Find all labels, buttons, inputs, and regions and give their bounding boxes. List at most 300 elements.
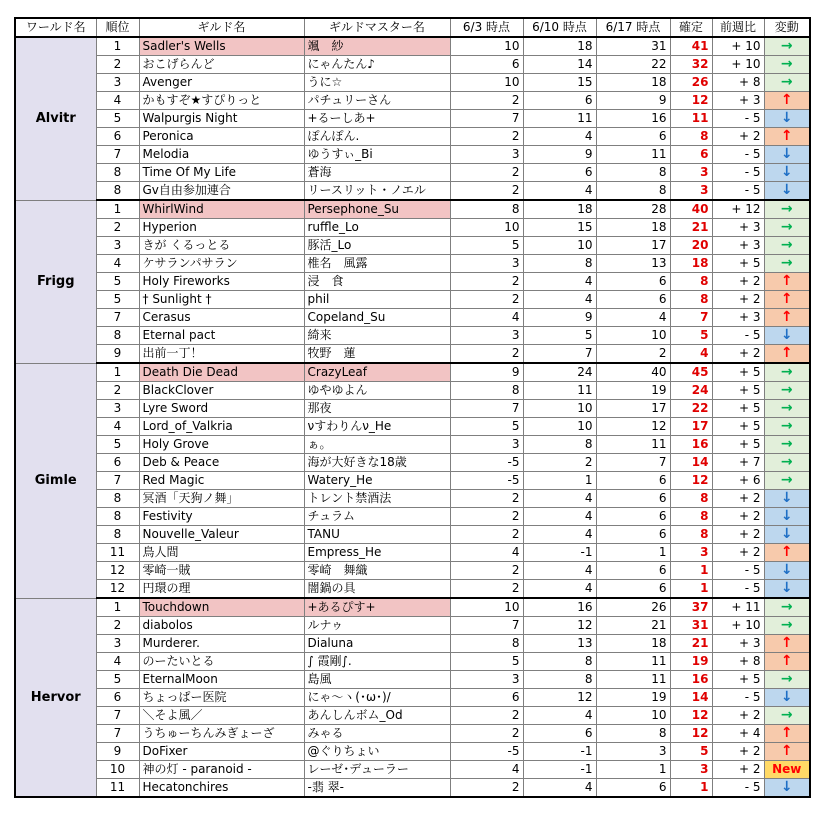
- points-0617-cell: 6: [596, 526, 670, 544]
- points-0617-cell: 9: [596, 92, 670, 110]
- table-row: [15, 526, 810, 544]
- points-0617-cell: 6: [596, 128, 670, 146]
- guild-master-cell: -翡 翠-: [304, 779, 450, 798]
- points-0617-cell: 10: [596, 327, 670, 345]
- week-diff-cell: + 8: [712, 74, 764, 92]
- points-0617-cell: 11: [596, 146, 670, 164]
- points-0603-cell: -5: [450, 472, 523, 490]
- rank-cell: 1: [96, 363, 139, 382]
- guild-name-cell: Touchdown: [139, 598, 304, 617]
- arrow-right-icon: →: [764, 707, 810, 725]
- final-points-cell: 1: [670, 562, 712, 580]
- arrow-right-icon: →: [764, 237, 810, 255]
- arrow-right-icon: →: [764, 598, 810, 617]
- points-0610-cell: 4: [523, 182, 596, 201]
- final-points-cell: 20: [670, 237, 712, 255]
- week-diff-cell: + 7: [712, 454, 764, 472]
- table-row: [15, 255, 810, 273]
- points-0603-cell: 8: [450, 382, 523, 400]
- week-diff-cell: + 2: [712, 490, 764, 508]
- rank-cell: 9: [96, 743, 139, 761]
- rank-cell: 4: [96, 653, 139, 671]
- guild-name-cell: Time Of My Life: [139, 164, 304, 182]
- points-0610-cell: -1: [523, 743, 596, 761]
- week-diff-cell: + 5: [712, 363, 764, 382]
- points-0603-cell: 5: [450, 237, 523, 255]
- rank-cell: 2: [96, 382, 139, 400]
- arrow-right-icon: →: [764, 472, 810, 490]
- points-0617-cell: 6: [596, 580, 670, 599]
- points-0617-cell: 3: [596, 743, 670, 761]
- rank-cell: 7: [96, 472, 139, 490]
- guild-master-cell: トレント禁酒法: [304, 490, 450, 508]
- final-points-cell: 5: [670, 743, 712, 761]
- table-row: [15, 779, 810, 798]
- points-0617-cell: 40: [596, 363, 670, 382]
- week-diff-cell: + 3: [712, 219, 764, 237]
- week-diff-cell: + 8: [712, 653, 764, 671]
- points-0603-cell: 2: [450, 164, 523, 182]
- final-points-cell: 12: [670, 472, 712, 490]
- arrow-right-icon: →: [764, 74, 810, 92]
- guild-master-cell: @ぐりちょい: [304, 743, 450, 761]
- guild-name-cell: 鳥人間: [139, 544, 304, 562]
- guild-name-cell: diabolos: [139, 617, 304, 635]
- guild-name-cell: WhirlWind: [139, 200, 304, 219]
- header-row: [15, 18, 810, 37]
- guild-master-cell: +るーしあ+: [304, 110, 450, 128]
- arrow-right-icon: →: [764, 382, 810, 400]
- week-diff-cell: + 10: [712, 37, 764, 56]
- header-week-diff: 前週比: [712, 18, 764, 37]
- points-0617-cell: 7: [596, 454, 670, 472]
- arrow-right-icon: →: [764, 436, 810, 454]
- points-0603-cell: 8: [450, 635, 523, 653]
- arrow-right-icon: →: [764, 454, 810, 472]
- rank-cell: 7: [96, 707, 139, 725]
- guild-master-cell: うに☆: [304, 74, 450, 92]
- rank-cell: 2: [96, 56, 139, 74]
- points-0610-cell: 4: [523, 128, 596, 146]
- points-0610-cell: 9: [523, 309, 596, 327]
- rank-cell: 5: [96, 671, 139, 689]
- points-0610-cell: 4: [523, 526, 596, 544]
- world-name: Alvitr: [15, 37, 96, 200]
- points-0610-cell: -1: [523, 761, 596, 779]
- arrow-up-icon: ↑: [764, 309, 810, 327]
- guild-master-cell: Dialuna: [304, 635, 450, 653]
- points-0610-cell: 4: [523, 291, 596, 309]
- guild-master-cell: みゃる: [304, 725, 450, 743]
- week-diff-cell: + 3: [712, 309, 764, 327]
- week-diff-cell: + 11: [712, 598, 764, 617]
- final-points-cell: 41: [670, 37, 712, 56]
- rank-cell: 11: [96, 779, 139, 798]
- rank-cell: 6: [96, 689, 139, 707]
- week-diff-cell: + 5: [712, 436, 764, 454]
- points-0617-cell: 22: [596, 56, 670, 74]
- points-0610-cell: 6: [523, 164, 596, 182]
- rank-cell: 8: [96, 526, 139, 544]
- week-diff-cell: + 5: [712, 255, 764, 273]
- guild-master-cell: 海が大好きな18歳: [304, 454, 450, 472]
- table-row: [15, 363, 810, 382]
- final-points-cell: 37: [670, 598, 712, 617]
- table-row: [15, 146, 810, 164]
- table-row: [15, 309, 810, 327]
- final-points-cell: 19: [670, 653, 712, 671]
- points-0603-cell: 10: [450, 598, 523, 617]
- rank-cell: 5: [96, 110, 139, 128]
- table-row: [15, 128, 810, 146]
- points-0617-cell: 19: [596, 689, 670, 707]
- final-points-cell: 22: [670, 400, 712, 418]
- points-0603-cell: 2: [450, 291, 523, 309]
- points-0610-cell: 11: [523, 110, 596, 128]
- guild-name-cell: うちゅーちんみぎょーざ: [139, 725, 304, 743]
- points-0610-cell: 18: [523, 200, 596, 219]
- guild-name-cell: DoFixer: [139, 743, 304, 761]
- guild-name-cell: Holy Grove: [139, 436, 304, 454]
- guild-name-cell: かもすぞ★すぴりっと: [139, 92, 304, 110]
- week-diff-cell: + 2: [712, 544, 764, 562]
- arrow-down-icon: ↓: [764, 182, 810, 201]
- final-points-cell: 8: [670, 508, 712, 526]
- points-0617-cell: 11: [596, 653, 670, 671]
- table-row: [15, 92, 810, 110]
- final-points-cell: 40: [670, 200, 712, 219]
- header-world: ワールド名: [15, 18, 96, 37]
- points-0610-cell: 1: [523, 472, 596, 490]
- table-row: [15, 237, 810, 255]
- guild-master-cell: レーゼ･デューラー: [304, 761, 450, 779]
- arrow-down-icon: ↓: [764, 508, 810, 526]
- points-0610-cell: 4: [523, 779, 596, 798]
- arrow-right-icon: →: [764, 200, 810, 219]
- guild-master-cell: 豚活_Lo: [304, 237, 450, 255]
- guild-name-cell: Avenger: [139, 74, 304, 92]
- week-diff-cell: + 12: [712, 200, 764, 219]
- header-final: 確定: [670, 18, 712, 37]
- guild-master-cell: 颯 紗: [304, 37, 450, 56]
- rank-cell: 9: [96, 345, 139, 364]
- points-0617-cell: 6: [596, 490, 670, 508]
- points-0617-cell: 2: [596, 345, 670, 364]
- points-0603-cell: 5: [450, 653, 523, 671]
- arrow-up-icon: ↑: [764, 725, 810, 743]
- week-diff-cell: + 2: [712, 761, 764, 779]
- points-0617-cell: 8: [596, 182, 670, 201]
- points-0603-cell: 10: [450, 74, 523, 92]
- guild-name-cell: 出前一丁！: [139, 345, 304, 364]
- points-0603-cell: 3: [450, 436, 523, 454]
- guild-master-cell: リースリット・ノエル: [304, 182, 450, 201]
- table-row: [15, 291, 810, 309]
- points-0610-cell: 4: [523, 508, 596, 526]
- points-0610-cell: 9: [523, 146, 596, 164]
- table-row: [15, 382, 810, 400]
- guild-master-cell: 綺来: [304, 327, 450, 345]
- final-points-cell: 12: [670, 725, 712, 743]
- points-0603-cell: 3: [450, 255, 523, 273]
- week-diff-cell: + 2: [712, 273, 764, 291]
- points-0603-cell: 2: [450, 707, 523, 725]
- points-0603-cell: 5: [450, 418, 523, 436]
- header-date-2: 6/10 時点: [523, 18, 596, 37]
- guild-master-cell: Watery_He: [304, 472, 450, 490]
- table-row: [15, 580, 810, 599]
- guild-master-cell: ゆやゆよん: [304, 382, 450, 400]
- final-points-cell: 18: [670, 255, 712, 273]
- rank-cell: 12: [96, 580, 139, 599]
- points-0617-cell: 6: [596, 291, 670, 309]
- points-0610-cell: 10: [523, 400, 596, 418]
- arrow-up-icon: ↑: [764, 635, 810, 653]
- rank-cell: 4: [96, 92, 139, 110]
- points-0603-cell: 2: [450, 508, 523, 526]
- arrow-right-icon: →: [764, 37, 810, 56]
- header-master: ギルドマスター名: [304, 18, 450, 37]
- guild-master-cell: 蒼海: [304, 164, 450, 182]
- week-diff-cell: + 10: [712, 617, 764, 635]
- table-row: [15, 490, 810, 508]
- points-0617-cell: 1: [596, 761, 670, 779]
- table-row: [15, 598, 810, 617]
- final-points-cell: 14: [670, 689, 712, 707]
- guild-master-cell: ぽんぽん.: [304, 128, 450, 146]
- rank-cell: 5: [96, 291, 139, 309]
- points-0603-cell: 3: [450, 146, 523, 164]
- guild-master-cell: 那夜: [304, 400, 450, 418]
- guild-master-cell: Empress_He: [304, 544, 450, 562]
- rank-cell: 8: [96, 490, 139, 508]
- points-0610-cell: 5: [523, 327, 596, 345]
- rank-cell: 4: [96, 418, 139, 436]
- guild-name-cell: ちょっぱー医院: [139, 689, 304, 707]
- table-row: [15, 725, 810, 743]
- points-0617-cell: 8: [596, 164, 670, 182]
- final-points-cell: 32: [670, 56, 712, 74]
- table-row: [15, 454, 810, 472]
- guild-master-cell: ルナゥ: [304, 617, 450, 635]
- header-change: 変動: [764, 18, 810, 37]
- week-diff-cell: + 2: [712, 743, 764, 761]
- rank-cell: 6: [96, 128, 139, 146]
- rank-cell: 5: [96, 436, 139, 454]
- arrow-up-icon: ↑: [764, 653, 810, 671]
- points-0610-cell: 7: [523, 345, 596, 364]
- points-0617-cell: 21: [596, 617, 670, 635]
- table-row: [15, 562, 810, 580]
- guild-master-cell: あんしんボム_Od: [304, 707, 450, 725]
- final-points-cell: 3: [670, 761, 712, 779]
- week-diff-cell: + 2: [712, 345, 764, 364]
- guild-master-cell: 牧野 蓮: [304, 345, 450, 364]
- table-row: [15, 200, 810, 219]
- points-0603-cell: 2: [450, 92, 523, 110]
- rank-cell: 7: [96, 146, 139, 164]
- points-0610-cell: 10: [523, 418, 596, 436]
- week-diff-cell: + 2: [712, 508, 764, 526]
- rank-cell: 1: [96, 37, 139, 56]
- points-0617-cell: 18: [596, 219, 670, 237]
- guild-master-cell: 零崎 舞織: [304, 562, 450, 580]
- week-diff-cell: - 5: [712, 110, 764, 128]
- arrow-right-icon: →: [764, 255, 810, 273]
- points-0617-cell: 8: [596, 725, 670, 743]
- table-row: [15, 110, 810, 128]
- final-points-cell: 8: [670, 128, 712, 146]
- points-0617-cell: 26: [596, 598, 670, 617]
- arrow-up-icon: ↑: [764, 743, 810, 761]
- guild-master-cell: CrazyLeaf: [304, 363, 450, 382]
- points-0610-cell: 2: [523, 454, 596, 472]
- guild-name-cell: Nouvelle_Valeur: [139, 526, 304, 544]
- rank-cell: 3: [96, 74, 139, 92]
- guild-master-cell: Copeland_Su: [304, 309, 450, 327]
- rank-cell: 2: [96, 219, 139, 237]
- guild-master-cell: 闇鍋の具: [304, 580, 450, 599]
- rank-cell: 7: [96, 309, 139, 327]
- guild-name-cell: EternalMoon: [139, 671, 304, 689]
- table-row: [15, 74, 810, 92]
- rank-cell: 8: [96, 508, 139, 526]
- week-diff-cell: + 5: [712, 418, 764, 436]
- table-row: [15, 617, 810, 635]
- guild-master-cell: +あるぴす+: [304, 598, 450, 617]
- final-points-cell: 5: [670, 327, 712, 345]
- arrow-right-icon: →: [764, 418, 810, 436]
- week-diff-cell: - 5: [712, 146, 764, 164]
- rank-cell: 7: [96, 725, 139, 743]
- week-diff-cell: - 5: [712, 580, 764, 599]
- points-0617-cell: 6: [596, 273, 670, 291]
- guild-name-cell: ＼そよ風／: [139, 707, 304, 725]
- arrow-up-icon: ↑: [764, 92, 810, 110]
- points-0610-cell: 16: [523, 598, 596, 617]
- rank-cell: 3: [96, 400, 139, 418]
- arrow-down-icon: ↓: [764, 110, 810, 128]
- points-0617-cell: 6: [596, 472, 670, 490]
- arrow-down-icon: ↓: [764, 164, 810, 182]
- arrow-down-icon: ↓: [764, 779, 810, 798]
- guild-name-cell: Cerasus: [139, 309, 304, 327]
- guild-name-cell: Deb & Peace: [139, 454, 304, 472]
- arrow-up-icon: ↑: [764, 273, 810, 291]
- guild-name-cell: † Sunlight †: [139, 291, 304, 309]
- guild-master-cell: 島風: [304, 671, 450, 689]
- final-points-cell: 16: [670, 671, 712, 689]
- week-diff-cell: + 5: [712, 400, 764, 418]
- points-0610-cell: 4: [523, 273, 596, 291]
- final-points-cell: 8: [670, 273, 712, 291]
- guild-name-cell: 円環の理: [139, 580, 304, 599]
- points-0603-cell: 2: [450, 273, 523, 291]
- final-points-cell: 8: [670, 526, 712, 544]
- final-points-cell: 12: [670, 707, 712, 725]
- world-name: Hervor: [15, 598, 96, 797]
- table-row: [15, 164, 810, 182]
- guild-name-cell: Hecatonchires: [139, 779, 304, 798]
- rank-cell: 1: [96, 598, 139, 617]
- points-0603-cell: 9: [450, 363, 523, 382]
- table-row: [15, 436, 810, 454]
- points-0603-cell: 2: [450, 580, 523, 599]
- arrow-up-icon: ↑: [764, 544, 810, 562]
- points-0603-cell: 3: [450, 327, 523, 345]
- guild-name-cell: Peronica: [139, 128, 304, 146]
- arrow-down-icon: ↓: [764, 526, 810, 544]
- table-row: [15, 327, 810, 345]
- guild-master-cell: Persephone_Su: [304, 200, 450, 219]
- points-0610-cell: 4: [523, 490, 596, 508]
- final-points-cell: 14: [670, 454, 712, 472]
- points-0617-cell: 1: [596, 544, 670, 562]
- guild-name-cell: 冥酒「天狗ノ舞」: [139, 490, 304, 508]
- table-row: [15, 743, 810, 761]
- points-0617-cell: 31: [596, 37, 670, 56]
- arrow-right-icon: →: [764, 363, 810, 382]
- rank-cell: 6: [96, 454, 139, 472]
- points-0617-cell: 12: [596, 418, 670, 436]
- final-points-cell: 21: [670, 219, 712, 237]
- points-0617-cell: 16: [596, 110, 670, 128]
- points-0603-cell: 10: [450, 37, 523, 56]
- table-row: [15, 345, 810, 364]
- points-0610-cell: 18: [523, 37, 596, 56]
- guild-name-cell: 零崎一賊: [139, 562, 304, 580]
- points-0617-cell: 11: [596, 436, 670, 454]
- guild-name-cell: Red Magic: [139, 472, 304, 490]
- table-row: [15, 273, 810, 291]
- final-points-cell: 11: [670, 110, 712, 128]
- guild-name-cell: Eternal pact: [139, 327, 304, 345]
- rank-cell: 8: [96, 327, 139, 345]
- arrow-down-icon: ↓: [764, 580, 810, 599]
- guild-name-cell: おこげらんど: [139, 56, 304, 74]
- week-diff-cell: + 6: [712, 472, 764, 490]
- world-name: Gimle: [15, 363, 96, 598]
- table-row: [15, 472, 810, 490]
- guild-master-cell: 浸 食: [304, 273, 450, 291]
- points-0610-cell: 12: [523, 689, 596, 707]
- points-0617-cell: 6: [596, 508, 670, 526]
- arrow-down-icon: ↓: [764, 490, 810, 508]
- points-0617-cell: 13: [596, 255, 670, 273]
- final-points-cell: 1: [670, 580, 712, 599]
- guild-master-cell: パチュリーさん: [304, 92, 450, 110]
- points-0603-cell: 7: [450, 400, 523, 418]
- guild-name-cell: 神の灯 - paranoid -: [139, 761, 304, 779]
- guild-name-cell: Gv自由参加連合: [139, 182, 304, 201]
- guild-master-cell: ∫ 霞剛∫.: [304, 653, 450, 671]
- arrow-down-icon: ↓: [764, 146, 810, 164]
- points-0603-cell: 2: [450, 490, 523, 508]
- guild-master-cell: ぁ。: [304, 436, 450, 454]
- header-date-3: 6/17 時点: [596, 18, 670, 37]
- guild-master-cell: 椎名 風露: [304, 255, 450, 273]
- points-0603-cell: 4: [450, 544, 523, 562]
- rank-cell: 5: [96, 273, 139, 291]
- guild-name-cell: Sadler's Wells: [139, 37, 304, 56]
- week-diff-cell: + 3: [712, 237, 764, 255]
- final-points-cell: 45: [670, 363, 712, 382]
- guild-master-cell: チュラム: [304, 508, 450, 526]
- final-points-cell: 3: [670, 544, 712, 562]
- points-0603-cell: 6: [450, 689, 523, 707]
- points-0603-cell: -5: [450, 454, 523, 472]
- week-diff-cell: - 5: [712, 689, 764, 707]
